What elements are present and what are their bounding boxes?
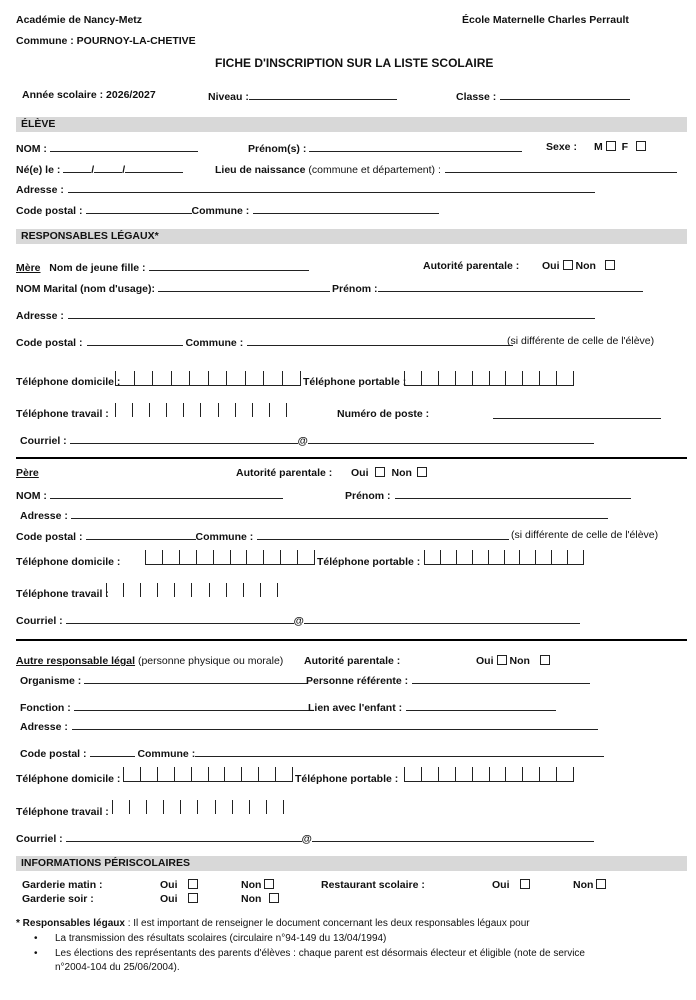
mere-cp-commune[interactable] bbox=[16, 335, 513, 350]
pere-label: Père bbox=[16, 467, 39, 479]
mere-prenom[interactable] bbox=[332, 281, 643, 296]
restaurant-non bbox=[573, 879, 609, 892]
ecole-name: École Maternelle Charles Perrault bbox=[462, 14, 629, 26]
pere-adresse[interactable] bbox=[20, 508, 608, 523]
label: NOM : bbox=[16, 143, 47, 155]
label: Adresse : bbox=[20, 721, 68, 733]
label: Code postal : bbox=[16, 205, 83, 217]
mere-adresse[interactable] bbox=[16, 308, 595, 323]
commune-header: Commune : POURNOY-LA-CHETIVE bbox=[16, 35, 196, 47]
hint: (personne physique ou morale) bbox=[137, 655, 284, 667]
mere-tel-travail-boxes[interactable] bbox=[115, 403, 287, 417]
niveau-label: Niveau : bbox=[208, 91, 249, 103]
pere-prenom[interactable] bbox=[345, 488, 631, 503]
autre-personne-referente[interactable] bbox=[306, 673, 590, 688]
oui-label: Oui bbox=[160, 879, 178, 891]
eleve-prenom-field[interactable] bbox=[248, 141, 522, 156]
label: Courriel : bbox=[16, 615, 63, 627]
label: Commune : bbox=[191, 205, 250, 217]
academie: Académie de Nancy-Metz bbox=[16, 14, 143, 26]
section-periscolaire bbox=[16, 856, 687, 871]
label: Autorité parentale : bbox=[304, 655, 401, 667]
label: Autorité parentale : bbox=[236, 467, 333, 479]
footnote-intro bbox=[16, 917, 530, 930]
label: Personne référente : bbox=[306, 675, 409, 687]
niveau-field[interactable] bbox=[208, 89, 397, 104]
label: Organisme : bbox=[20, 675, 82, 687]
label: Commune : bbox=[195, 531, 254, 543]
checkbox-icon[interactable] bbox=[497, 655, 507, 665]
section-eleve-title: ÉLÈVE bbox=[21, 118, 56, 130]
label: Courriel : bbox=[16, 833, 63, 845]
autre-fonction[interactable] bbox=[20, 700, 312, 715]
checkbox-icon[interactable] bbox=[636, 141, 646, 151]
label: Adresse : bbox=[20, 510, 68, 522]
garderie-matin-label: Garderie matin : bbox=[22, 879, 103, 891]
garderie-matin-oui bbox=[160, 879, 201, 892]
mere-tel-domicile-boxes[interactable] bbox=[115, 371, 301, 386]
autre-cp-commune[interactable] bbox=[20, 746, 604, 761]
checkbox-icon[interactable] bbox=[188, 893, 198, 903]
pere-tel-domicile-label: Téléphone domicile : bbox=[16, 556, 121, 568]
mere-diff-hint: (si différente de celle de l'élève) bbox=[507, 335, 655, 347]
eleve-cp-commune[interactable] bbox=[16, 203, 439, 218]
non-label: Non bbox=[509, 655, 530, 667]
mere-tel-domicile-label: Téléphone domicile : bbox=[16, 376, 121, 388]
at-sign: @ bbox=[293, 615, 304, 627]
checkbox-icon[interactable] bbox=[606, 141, 616, 151]
eleve-adresse-field[interactable] bbox=[16, 182, 595, 197]
garderie-soir-label: Garderie soir : bbox=[22, 893, 94, 905]
mere-poste-label: Numéro de poste : bbox=[337, 408, 430, 420]
autre-courriel[interactable] bbox=[16, 831, 594, 846]
eleve-lieu-naissance[interactable] bbox=[215, 162, 677, 177]
non-label: Non bbox=[575, 260, 596, 272]
pere-nom[interactable] bbox=[16, 488, 283, 503]
autre-tel-portable-boxes[interactable] bbox=[404, 767, 574, 782]
classe-field[interactable] bbox=[456, 89, 630, 104]
mere-label: Mère bbox=[16, 262, 41, 274]
oui-label: Oui bbox=[542, 260, 560, 272]
label: Prénom(s) : bbox=[248, 143, 307, 155]
non-label: Non bbox=[241, 879, 262, 891]
label: Courriel : bbox=[20, 435, 67, 447]
section-responsables-title: RESPONSABLES LÉGAUX* bbox=[21, 230, 159, 242]
mere-jeune-fille[interactable] bbox=[16, 260, 309, 275]
mere-autorite bbox=[423, 260, 519, 273]
checkbox-icon[interactable] bbox=[264, 879, 274, 889]
annee-label: Année scolaire : bbox=[22, 89, 104, 101]
label: Sexe : bbox=[546, 141, 577, 153]
label: Nom de jeune fille : bbox=[49, 262, 146, 274]
at-sign: @ bbox=[301, 833, 312, 845]
autre-tel-travail-boxes[interactable] bbox=[112, 800, 284, 814]
page-title: FICHE D'INSCRIPTION SUR LA LISTE SCOLAIRE bbox=[215, 56, 494, 70]
checkbox-icon[interactable] bbox=[188, 879, 198, 889]
checkbox-icon[interactable] bbox=[563, 260, 573, 270]
mere-courriel[interactable] bbox=[20, 433, 594, 448]
annee-value: 2026/2027 bbox=[106, 89, 156, 101]
oui-label: Oui bbox=[160, 893, 178, 905]
mere-autorite-options bbox=[542, 260, 618, 273]
checkbox-icon[interactable] bbox=[269, 893, 279, 903]
footnote-bullet-2: Les élections des représentants des parents d'élèves : chaque parent est désormais électeur et éligible (note de service bbox=[55, 948, 585, 959]
autre-organisme[interactable] bbox=[20, 673, 308, 688]
label: Prénom : bbox=[332, 283, 378, 295]
autre-tel-domicile-boxes[interactable] bbox=[123, 767, 293, 782]
label: Lien avec l'enfant : bbox=[308, 702, 403, 714]
mere-tel-travail-label: Téléphone travail : bbox=[16, 408, 109, 420]
autre-adresse[interactable] bbox=[20, 719, 598, 734]
hint: (commune et département) : bbox=[308, 164, 441, 176]
label: NOM : bbox=[16, 490, 47, 502]
mere-nom-marital[interactable] bbox=[16, 281, 330, 296]
bullet-icon: • bbox=[34, 948, 38, 959]
label: Code postal : bbox=[16, 337, 83, 349]
label: Commune : bbox=[185, 337, 244, 349]
section-responsables bbox=[16, 229, 687, 244]
pere-autorite-options bbox=[351, 467, 430, 480]
sexe-m-label: M bbox=[594, 141, 603, 153]
checkbox-icon[interactable] bbox=[605, 260, 615, 270]
classe-label: Classe : bbox=[456, 91, 497, 103]
non-label: Non bbox=[241, 893, 262, 905]
mere-tel-portable-boxes[interactable] bbox=[404, 371, 574, 386]
restaurant-label: Restaurant scolaire : bbox=[321, 879, 425, 891]
checkbox-icon[interactable] bbox=[417, 467, 427, 477]
autre-label bbox=[16, 655, 283, 668]
label: Adresse : bbox=[16, 310, 64, 322]
label: Commune : bbox=[137, 748, 196, 760]
divider bbox=[16, 639, 687, 641]
pere-autorite bbox=[236, 467, 332, 480]
pere-tel-travail-boxes[interactable] bbox=[106, 583, 278, 597]
checkbox-icon[interactable] bbox=[520, 879, 530, 889]
non-label: Non bbox=[573, 879, 594, 891]
autre-autorite bbox=[304, 655, 400, 668]
pere-tel-portable-label: Téléphone portable : bbox=[317, 556, 421, 568]
checkbox-icon[interactable] bbox=[540, 655, 550, 665]
pere-courriel[interactable] bbox=[16, 613, 580, 628]
pere-tel-portable-boxes[interactable] bbox=[424, 550, 584, 565]
pere-cp-commune[interactable] bbox=[16, 529, 509, 544]
autre-autorite-options bbox=[476, 655, 553, 668]
sexe-options bbox=[594, 141, 649, 154]
footnote-bullet-2-cont: n°2004-104 du 25/06/2004). bbox=[55, 962, 180, 973]
label: Code postal : bbox=[16, 531, 83, 543]
oui-label: Oui bbox=[476, 655, 494, 667]
restaurant-oui bbox=[492, 879, 533, 892]
divider bbox=[16, 457, 687, 459]
non-label: Non bbox=[391, 467, 412, 479]
garderie-soir-oui bbox=[160, 893, 201, 906]
at-sign: @ bbox=[297, 435, 308, 447]
eleve-nom-field[interactable] bbox=[16, 141, 198, 156]
label: Fonction : bbox=[20, 702, 71, 714]
label: Autorité parentale : bbox=[423, 260, 520, 272]
autre-tel-domicile-label: Téléphone domicile : bbox=[16, 773, 121, 785]
eleve-naissance-date[interactable]: Né(e) le : / / bbox=[16, 162, 183, 177]
checkbox-icon[interactable] bbox=[375, 467, 385, 477]
annee-row bbox=[22, 89, 156, 102]
label: Né(e) le : bbox=[16, 164, 61, 176]
label: Code postal : bbox=[20, 748, 87, 760]
footnote-text: : Il est important de renseigner le document concernant les deux responsables légaux pour bbox=[124, 918, 530, 929]
mere-poste-field[interactable] bbox=[493, 408, 661, 423]
footnote-bullet-1: La transmission des résultats scolaires (circulaire n°94-149 du 13/04/1994) bbox=[55, 933, 387, 944]
label: Adresse : bbox=[16, 184, 64, 196]
label: Lieu de naissance bbox=[215, 164, 306, 176]
oui-label: Oui bbox=[351, 467, 369, 479]
mere-tel-portable-label: Téléphone portable : bbox=[303, 376, 407, 388]
footnote-star: * Responsables légaux bbox=[16, 918, 125, 929]
bullet-icon: • bbox=[34, 933, 38, 944]
autre-lien[interactable] bbox=[308, 700, 556, 715]
label: Prénom : bbox=[345, 490, 391, 502]
checkbox-icon[interactable] bbox=[596, 879, 606, 889]
pere-tel-travail-label: Téléphone travail : bbox=[16, 588, 109, 600]
label: Autre responsable légal bbox=[16, 655, 136, 667]
section-periscolaire-title: INFORMATIONS PÉRISCOLAIRES bbox=[21, 857, 190, 869]
oui-label: Oui bbox=[492, 879, 510, 891]
eleve-sexe bbox=[546, 141, 577, 154]
label: NOM Marital (nom d'usage): bbox=[16, 283, 156, 295]
pere-tel-domicile-boxes[interactable] bbox=[145, 550, 315, 565]
garderie-soir-non bbox=[241, 893, 282, 906]
autre-tel-travail-label: Téléphone travail : bbox=[16, 806, 109, 818]
autre-tel-portable-label: Téléphone portable : bbox=[295, 773, 399, 785]
section-eleve bbox=[16, 117, 687, 132]
sexe-f-label: F bbox=[621, 141, 629, 153]
garderie-matin-non bbox=[241, 879, 277, 892]
pere-diff-hint: (si différente de celle de l'élève) bbox=[511, 529, 659, 541]
